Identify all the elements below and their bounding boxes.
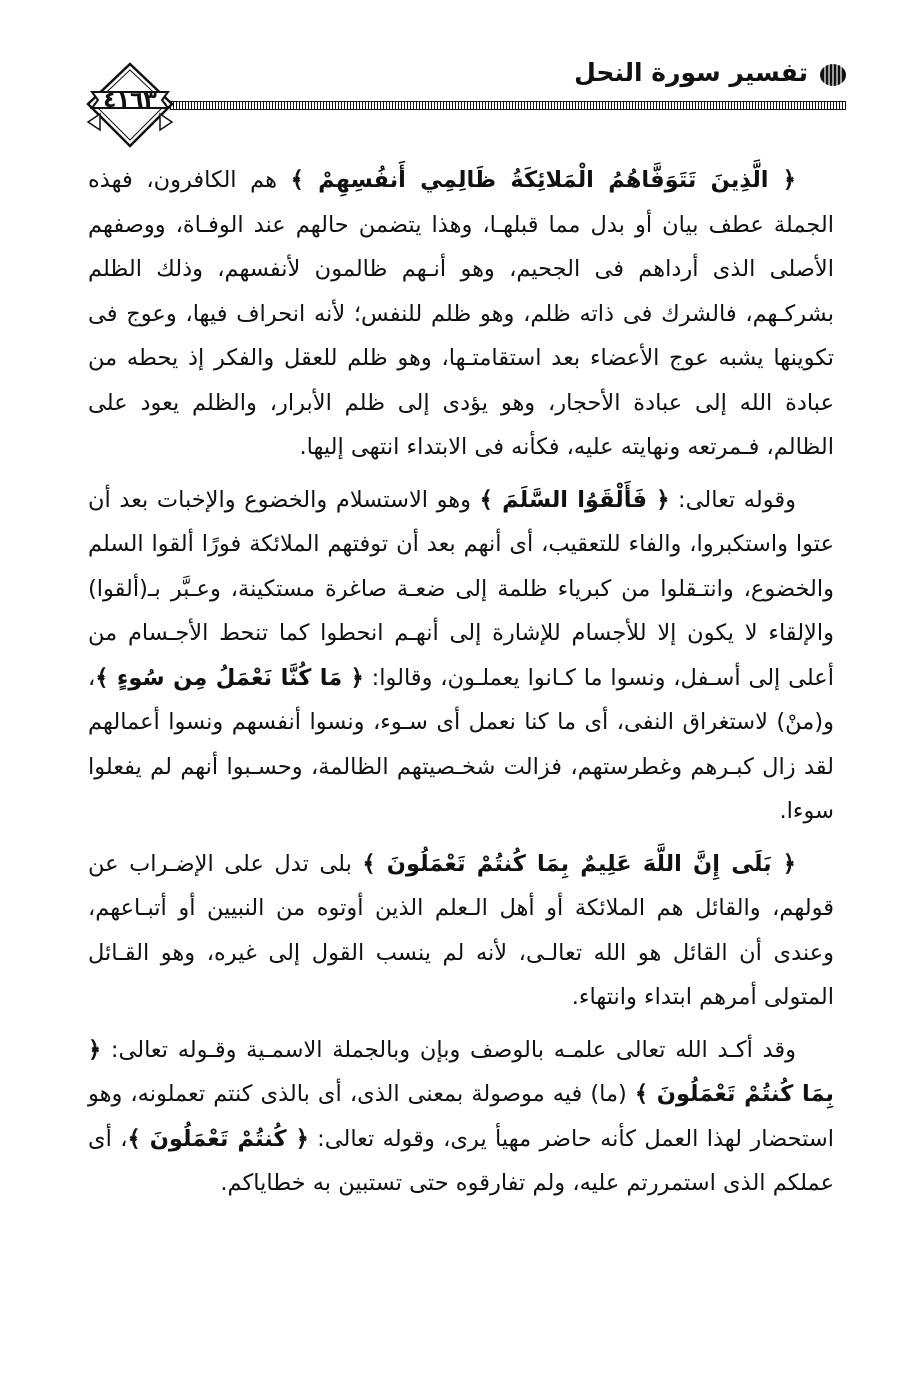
quran-verse: ﴿ بِمَا كُنتُمْ تَعْمَلُونَ ﴾ [88,1036,834,1107]
commentary-text: ، و(منْ) لاستغراق النفى، أى ما كنا نعمل أى سـوء، ونسوا أنفسهم ونسوا أعمالهم لقد زال كبـرهم وغطرستهم، فزالت شخـصيتهم الظالمة، وحسـبوا أنهم لم يفعلوا سوءا. [88,664,834,824]
quran-verse: ﴿ الَّذِينَ تَتَوَفَّاهُمُ الْمَلائِكَةُ ظَالِمِي أَنفُسِهِمْ ﴾ [290,167,796,193]
commentary-text: وقد أكـد الله تعالى علمـه بالوصف وبإن وبالجملة الاسمـية وقـوله تعالى: [101,1036,796,1063]
commentary-text: (ما) فيه موصولة بمعنى الذى، أى بالذى كنتم تعملونه، وهو استحضار لهذا العمل كأنه حاضر مهيأ يرى، وقوله تعالى: [88,1081,835,1152]
commentary-text: هم الكافرون، فهذه الجملة عطف بيان أو بدل مما قبلهـا، وهذا يتضمن حالهم عند الوفـاة، ووصفهم الأصلى الذى أرداهم فى الجحيم، وهو أنـهم ظالمون لأنفسهم، وذلك الظلم بشركـهم، فالشرك فى ذاته ظلم، وهو ظلم للنفس؛ لأنه انحراف فيها، وعوج فى تكوينها يشبه عوج الأعضاء بعد استقامتـها، وهو ظلم للعقل والفكر إذ يحطه من عبادة الله إلى عبادة الأحجار، وهو يؤدى إلى ظلم الأبرار، والظلم يعود على الظالم، فـمرتعه ونهايته عليه، فكأنه فى الابتداء انتهى إليها. [88,167,834,460]
commentary-text: وقوله تعالى: [669,486,796,513]
quran-verse: ﴿ فَأَلْقَوُا السَّلَمَ ﴾ [479,486,670,513]
paragraph [88,158,834,470]
page-number: ٤١٦٣ [103,88,157,113]
commentary-body [88,158,834,1206]
quran-verse: ﴿ بَلَى إِنَّ اللَّهَ عَلِيمٌ بِمَا كُنتُمْ تَعْمَلُونَ ﴾ [362,850,796,877]
commentary-text: ، أى عملكم الذى استمررتم عليه، ولم تفارقوه حتى تستبين به خطاياكم. [88,1125,834,1196]
quran-verse: ﴿ مَا كُنَّا نَعْمَلُ مِن سُوءٍ ﴾ [95,664,364,691]
running-header-title: تفسير سورة النحل [574,58,808,87]
ornament-icon [818,62,848,88]
page-header [0,0,920,150]
paragraph [88,842,834,1020]
paragraph [88,478,834,834]
commentary-text: بلى تدل على الإضـراب عن قولهم، والقائل هم الملائكة أو أهل الـعلم الذين أوتوه من النبيين أو أتبـاعهم، وعندى أن القائل هو الله تعالـى، لأنه لم ينسب القول إلى غيره، وهو القـائل المتولى أمرهم ابتداء وانتهاء. [88,850,834,1010]
paragraph [88,1028,834,1206]
header-rule [170,101,846,110]
commentary-text: وهو الاستسلام والخضوع والإخبات بعد أن عتوا واستكبروا، والفاء للتعقيب، أى أنهم بعد أن توفتهم الملائكة فورًا ألقوا السلم والخضوع، وانتـقلوا من كبرياء ظلمة إلى ضعـة صاغرة مستكينة، وعـبَّر بـ(ألقوا) والإلقاء لا يكون إلا للأجسام للإشارة إلى أنهـم انحطوا كما تنحط الأجـسام من أعلى إلى أسـفل، ونسوا ما كـانوا يعملـون، وقالوا: [88,486,834,691]
quran-verse: ﴿ كُنتُمْ تَعْمَلُونَ ﴾ [127,1125,309,1152]
